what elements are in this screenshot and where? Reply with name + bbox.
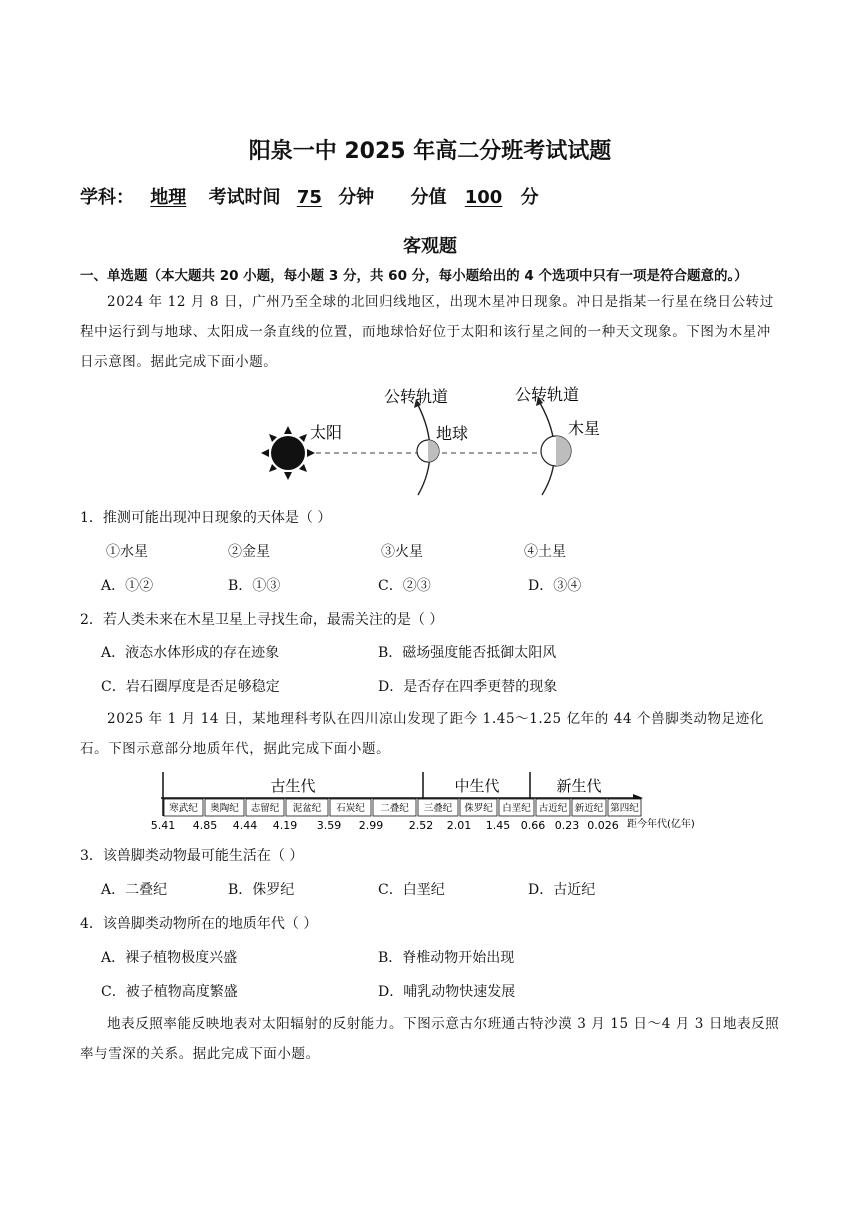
q2-option-d[interactable]: D．是否存在四季更替的现象: [378, 679, 558, 695]
q1-option-a[interactable]: A．①②: [101, 578, 154, 594]
orbit-label-2: 公转轨道: [515, 385, 580, 404]
q1-item-3: ③火星: [381, 544, 423, 560]
tick-label: 3.59: [316, 819, 342, 832]
q3-stem: 3．该兽脚类动物最可能生活在（ ）: [80, 848, 304, 864]
subject-label: 学科：: [80, 187, 134, 208]
q2-option-a[interactable]: A．液态水体形成的存在迹象: [101, 645, 280, 661]
passage-2: 2025 年 1 月 14 日，某地理科考队在四川凉山发现了距今 1.45～1.25 亿年的 44 个兽脚类动物足迹化石。下图示意部分地质年代，据此完成下面小题。: [80, 711, 764, 757]
sun-icon: [261, 426, 315, 480]
axis-label: 距今年代(亿年): [627, 819, 695, 830]
period-label: 二叠纪: [380, 803, 409, 814]
tick-label: 0.23: [554, 819, 580, 832]
period-label: 志留纪: [250, 803, 280, 814]
tick-label: 4.85: [192, 819, 218, 832]
q2-stem: 2．若人类未来在木星卫星上寻找生命，最需关注的是（ ）: [80, 612, 444, 628]
q3-option-d[interactable]: D．古近纪: [528, 882, 596, 898]
q3-option-c[interactable]: C．白垩纪: [378, 882, 445, 898]
tick-label: 5.41: [150, 819, 176, 832]
period-label: 奥陶纪: [210, 803, 239, 814]
tick-label: 4.44: [232, 819, 258, 832]
subject-line: [80, 183, 539, 209]
q1-option-b[interactable]: B．①③: [228, 578, 281, 594]
geologic-timescale-figure: [150, 766, 715, 832]
q4-option-b[interactable]: B．脊椎动物开始出现: [378, 950, 515, 966]
period-label: 白垩纪: [502, 803, 531, 814]
time-unit: 分钟: [338, 187, 375, 208]
era-paleozoic: 古生代: [270, 777, 316, 795]
tick-label: 4.19: [272, 819, 298, 832]
q4-stem: 4．该兽脚类动物所在的地质年代（ ）: [80, 916, 318, 932]
score-value: 100: [464, 187, 503, 208]
jupiter-opposition-figure: [250, 383, 620, 498]
q1-item-4: ④土星: [524, 544, 566, 560]
period-label: 新近纪: [574, 803, 604, 814]
period-label: 三叠纪: [423, 803, 453, 814]
tick-label: 0.026: [587, 819, 619, 832]
q1-item-1: ①水星: [106, 544, 148, 560]
period-label: 泥盆纪: [292, 803, 322, 814]
period-label: 古近纪: [538, 803, 568, 814]
score-unit: 分: [520, 187, 539, 208]
tick-label: 0.66: [520, 819, 546, 832]
period-label: 第四纪: [610, 803, 639, 814]
q1-stem: 1．推测可能出现冲日现象的天体是（ ）: [80, 510, 332, 526]
period-label: 石炭纪: [336, 803, 365, 814]
subject-value: 地理: [150, 187, 187, 208]
q4-option-c[interactable]: C．被子植物高度繁盛: [101, 984, 238, 1000]
orbit-label-1: 公转轨道: [384, 387, 449, 406]
passage-1: 2024 年 12 月 8 日，广州乃至全球的北回归线地区，出现木星冲日现象。冲日是指某一行星在绕日公转过程中运行到与地球、太阳成一条直线的位置，而地球恰好位于太阳和该行星之间的一种天文现象。下图为木星冲日示意图。据此完成下面小题。: [80, 294, 774, 370]
score-label: 分值: [410, 187, 447, 208]
part-heading: 一、单选题（本大题共 20 小题，每小题 3 分，共 60 分，每小题给出的 4 个选项中只有一项是符合题意的。）: [80, 268, 748, 284]
era-mesozoic: 中生代: [454, 777, 500, 795]
section-title: 客观题: [403, 236, 457, 257]
q1-item-2: ②金星: [228, 544, 270, 560]
q1-option-c[interactable]: C．②③: [378, 578, 431, 594]
q2-option-c[interactable]: C．岩石圈厚度是否足够稳定: [101, 679, 280, 695]
era-cenozoic: 新生代: [556, 777, 602, 795]
earth-label: 地球: [436, 424, 469, 443]
tick-label: 2.52: [408, 819, 434, 832]
tick-label: 1.45: [485, 819, 511, 832]
q4-option-d[interactable]: D．哺乳动物快速发展: [378, 984, 516, 1000]
q3-option-a[interactable]: A．二叠纪: [101, 882, 168, 898]
q4-option-a[interactable]: A．裸子植物极度兴盛: [101, 950, 238, 966]
period-label: 侏罗纪: [464, 803, 493, 814]
time-label: 考试时间: [208, 187, 281, 208]
sun-label: 太阳: [310, 423, 343, 442]
period-label: 寒武纪: [169, 803, 198, 814]
q2-option-b[interactable]: B．磁场强度能否抵御太阳风: [378, 645, 557, 661]
q3-option-b[interactable]: B．侏罗纪: [228, 882, 295, 898]
exam-title: 阳泉一中 2025 年高二分班考试试题: [248, 139, 612, 164]
tick-label: 2.99: [358, 819, 384, 832]
tick-label: 2.01: [446, 819, 472, 832]
q1-option-d[interactable]: D．③④: [528, 578, 582, 594]
time-value: 75: [296, 187, 322, 208]
passage-3: 地表反照率能反映地表对太阳辐射的反射能力。下图示意古尔班通古特沙漠 3 月 15 日～4 月 3 日地表反照率与雪深的关系。据此完成下面小题。: [80, 1016, 780, 1062]
jupiter-label: 木星: [568, 419, 601, 438]
